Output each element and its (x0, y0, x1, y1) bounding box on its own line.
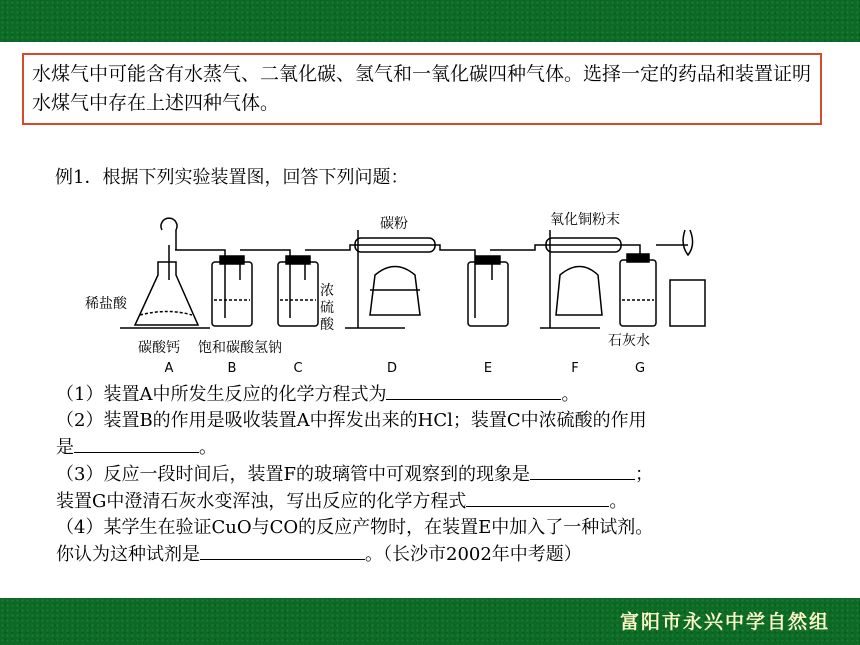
answer-blank-3[interactable] (530, 461, 635, 480)
flame (683, 230, 692, 255)
label-sulfuric-3: 酸 (320, 317, 334, 333)
apparatus-diagram (80, 200, 720, 385)
bottle-c (278, 262, 318, 326)
bottle-e (468, 262, 508, 326)
letter-f: F (571, 361, 579, 376)
bottom-decor-band (0, 598, 860, 645)
question-3: （3）反应一段时间后，装置F的玻璃管中可观察到的现象是 ； (56, 461, 816, 488)
label-carbonate: 碳酸钙 (138, 340, 180, 356)
letter-a: A (164, 361, 174, 376)
question-4: （4）某学生在验证CuO与CO的反应产物时，在装置E中加入了一种试剂。 (56, 517, 654, 538)
bottle-g (620, 260, 656, 326)
label-acid: 稀盐酸 (85, 296, 127, 312)
letter-g: G (634, 361, 646, 376)
burner-f (556, 267, 602, 316)
tube-c-d-e (305, 245, 475, 262)
answer-blank-5[interactable] (200, 541, 365, 560)
letter-b: B (227, 361, 237, 376)
intro-box (22, 53, 822, 125)
intro-text: 水煤气中可能含有水蒸气、二氧化碳、氢气和一氧化碳四种气体。选择一定的药品和装置证明水煤气中存在上述四种气体。 (32, 63, 812, 114)
tube-b-c (240, 250, 290, 262)
top-decor-band (0, 0, 860, 42)
questions-block (56, 381, 816, 568)
letter-c: C (293, 361, 303, 376)
flask-a (135, 262, 198, 325)
question-1: （1）装置A中所发生反应的化学方程式为 。 (56, 381, 816, 408)
flame-stand (670, 280, 705, 326)
footer-text: 富阳市永兴中学自然组 (619, 611, 830, 633)
label-copper-oxide: 氧化铜粉末 (550, 212, 620, 228)
answer-blank-2[interactable] (74, 434, 199, 453)
label-limewater: 石灰水 (608, 333, 650, 349)
answer-blank-1[interactable] (386, 381, 561, 400)
question-4-cont: 你认为这种试剂是 。（长沙市2002年中考题） (56, 541, 816, 568)
question-3-cont: 装置G中澄清石灰水变浑浊，写出反应的化学方程式 。 (56, 488, 816, 515)
label-sulfuric-2: 硫 (320, 300, 334, 316)
question-2: （2）装置B的作用是吸收装置A中挥发出来的HCl；装置C中浓硫酸的作用 (56, 410, 647, 431)
letter-e: E (483, 361, 493, 376)
tube-a-b (175, 250, 225, 262)
letter-d: D (386, 361, 398, 376)
label-sulfuric-1: 浓 (320, 283, 334, 299)
label-bicarbonate: 饱和碳酸氢钠 (198, 340, 282, 356)
bottle-b (212, 262, 252, 326)
question-2-cont: 是 。 (56, 434, 816, 461)
tube-e-f-g (490, 245, 640, 255)
label-carbon-powder: 碳粉 (380, 216, 408, 232)
answer-blank-4[interactable] (466, 488, 609, 507)
example-title: 例1．根据下列实验装置图，回答下列问题： (55, 167, 409, 188)
